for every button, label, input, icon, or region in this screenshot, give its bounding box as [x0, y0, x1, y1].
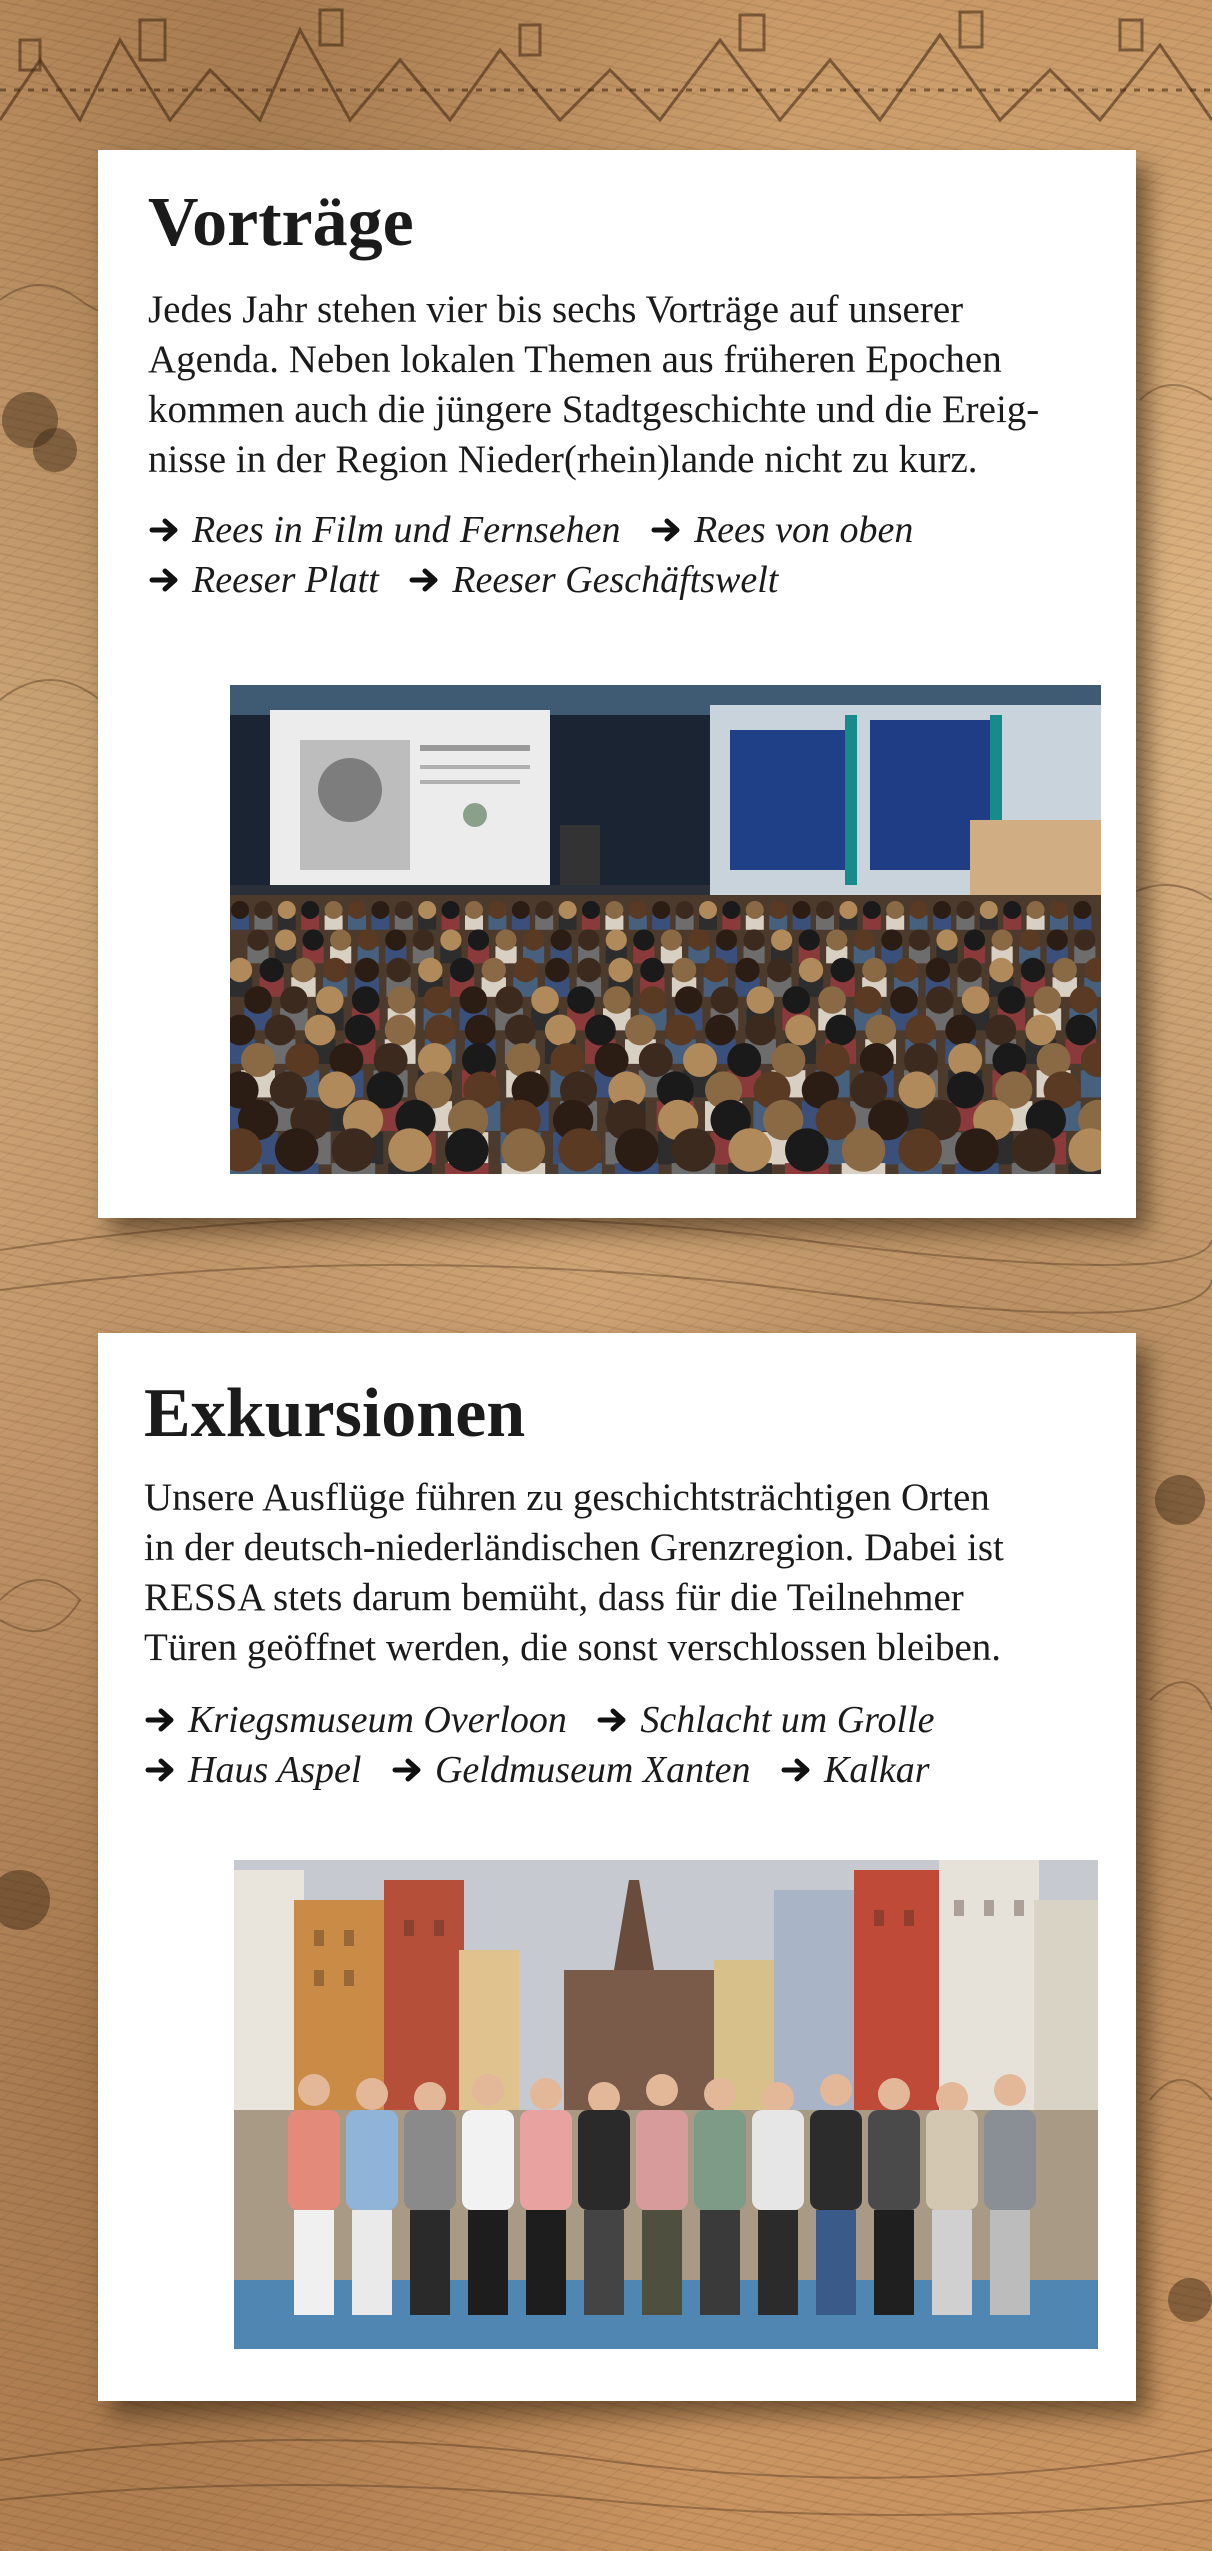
topic-line [148, 505, 1108, 555]
topic-line [144, 1745, 1104, 1795]
topic-line [148, 555, 1108, 605]
topic-item [596, 1695, 934, 1745]
topic-list [148, 505, 1108, 605]
section-description [144, 1473, 1104, 1673]
lectures-panel [98, 150, 1136, 1218]
arrow-right-icon [148, 563, 182, 597]
topic-item [148, 505, 620, 555]
description-line: RESSA stets darum bemüht, dass für die Teilnehmer [144, 1576, 964, 1619]
topic-label: Rees von oben [693, 509, 914, 551]
description-line: in der deutsch-niederländischen Grenzregion. Dabei ist [144, 1526, 1004, 1569]
description-line: Jedes Jahr stehen vier bis sechs Vorträge auf unserer [148, 288, 964, 331]
lecture-hall-photo [230, 685, 1101, 1174]
group-photo [234, 1860, 1098, 2349]
description-line: kommen auch die jüngere Stadtgeschichte und die Ereig- [148, 388, 1040, 431]
arrow-right-icon [408, 563, 442, 597]
description-line: Türen geöffnet werden, die sonst verschlossen bleiben. [144, 1626, 1002, 1669]
topic-item [148, 555, 379, 605]
arrow-right-icon [650, 513, 684, 547]
description-line: nisse in der Region Nieder(rhein)lande nicht zu kurz. [148, 438, 978, 481]
topic-item [144, 1745, 361, 1795]
section-description [148, 285, 1108, 485]
topic-label: Rees in Film und Fernsehen [192, 509, 621, 551]
topic-item [391, 1745, 751, 1795]
topic-item [780, 1745, 930, 1795]
excursions-panel [98, 1333, 1136, 2401]
topic-label: Kalkar [824, 1749, 930, 1791]
topic-item [144, 1695, 567, 1745]
topic-item [408, 555, 778, 605]
topic-list [144, 1695, 1104, 1795]
description-line: Agenda. Neben lokalen Themen aus früheren Epochen [148, 338, 1002, 381]
topic-label: Schlacht um Grolle [640, 1699, 935, 1741]
topic-label: Reeser Geschäftswelt [452, 559, 779, 601]
topic-label: Geldmuseum Xanten [434, 1749, 751, 1791]
arrow-right-icon [144, 1753, 178, 1787]
arrow-right-icon [391, 1753, 425, 1787]
description-line: Unsere Ausflüge führen zu geschichtsträchtigen Orten [144, 1476, 990, 1519]
topic-label: Haus Aspel [188, 1749, 362, 1791]
arrow-right-icon [144, 1703, 178, 1737]
section-title: Exkursionen [144, 1375, 526, 1452]
topic-item [650, 505, 913, 555]
section-title: Vorträge [148, 184, 414, 261]
topic-line [144, 1695, 1104, 1745]
topic-label: Reeser Platt [192, 559, 379, 601]
arrow-right-icon [780, 1753, 814, 1787]
arrow-right-icon [148, 513, 182, 547]
topic-label: Kriegsmuseum Overloon [188, 1699, 567, 1741]
arrow-right-icon [596, 1703, 630, 1737]
